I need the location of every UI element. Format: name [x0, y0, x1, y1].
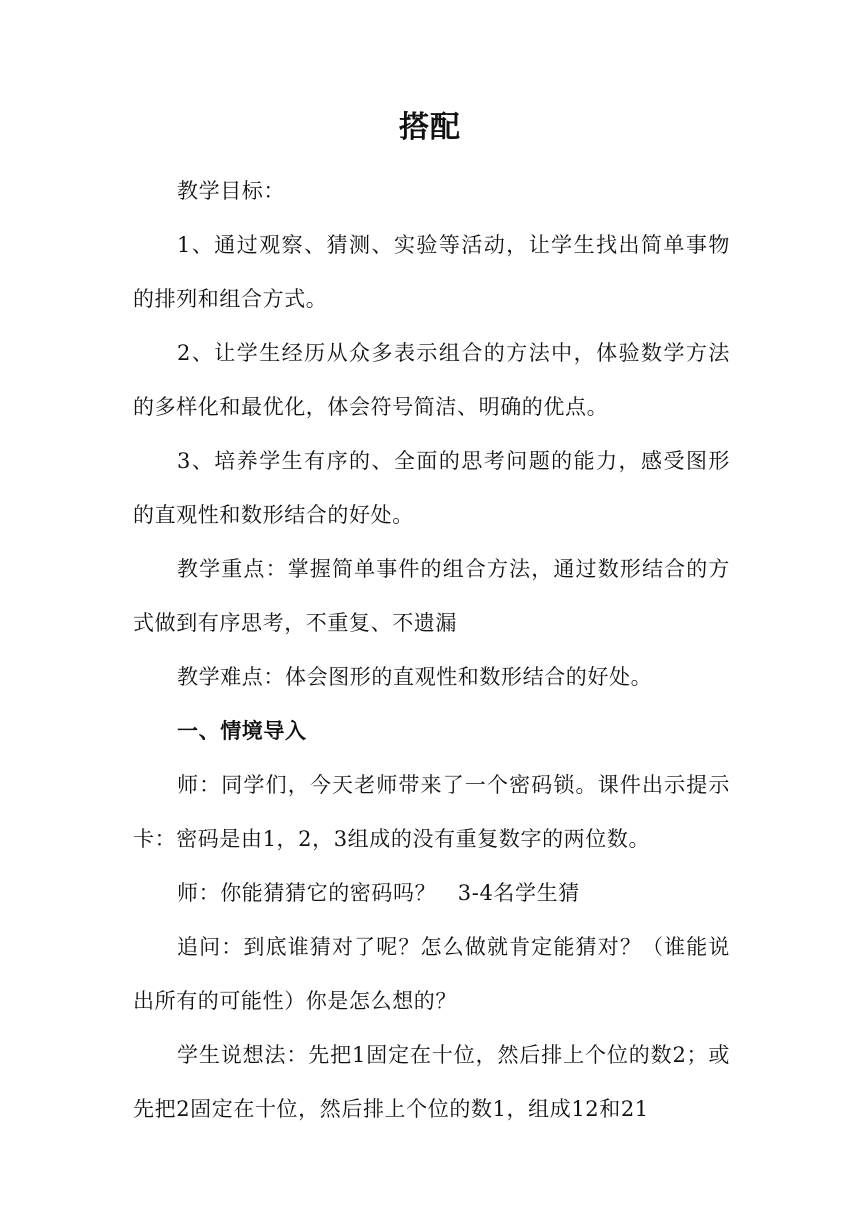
section-heading: 一、情境导入	[177, 719, 307, 743]
paragraph-objective-3: 3、培养学生有序的、全面的思考问题的能力，感受图形的直观性和数形结合的好处。	[133, 449, 730, 527]
paragraph-student-idea: 学生说想法：先把1固定在十位，然后排上个位的数2；或先把2固定在十位，然后排上个位的数1，组成12和21	[133, 1043, 730, 1121]
paragraph-objectives-label: 教学目标：	[177, 179, 285, 203]
paragraph-objective-2: 2、让学生经历从众多表示组合的方法中，体验数学方法的多样化和最优化，体会符号简洁、明确的优点。	[133, 341, 730, 419]
paragraph-objective-1: 1、通过观察、猜测、实验等活动，让学生找出简单事物的排列和组合方式。	[133, 233, 730, 311]
paragraph-teacher-intro: 师：同学们，今天老师带来了一个密码锁。课件出示提示卡：密码是由1，2，3组成的没有重复数字的两位数。	[133, 773, 730, 851]
document-body	[133, 164, 730, 1136]
paragraph-follow-up: 追问：到底谁猜对了呢？怎么做就肯定能猜对？（谁能说出所有的可能性）你是怎么想的？	[133, 935, 730, 1013]
document-title: 搭配	[399, 110, 461, 145]
paragraph-difficulty: 教学难点：体会图形的直观性和数形结合的好处。	[177, 665, 653, 689]
paragraph-key-point: 教学重点：掌握简单事件的组合方法，通过数形结合的方式做到有序思考，不重复、不遗漏	[133, 557, 730, 635]
paragraph-teacher-question: 师：你能猜猜它的密码吗？ 3-4名学生猜	[177, 881, 580, 905]
